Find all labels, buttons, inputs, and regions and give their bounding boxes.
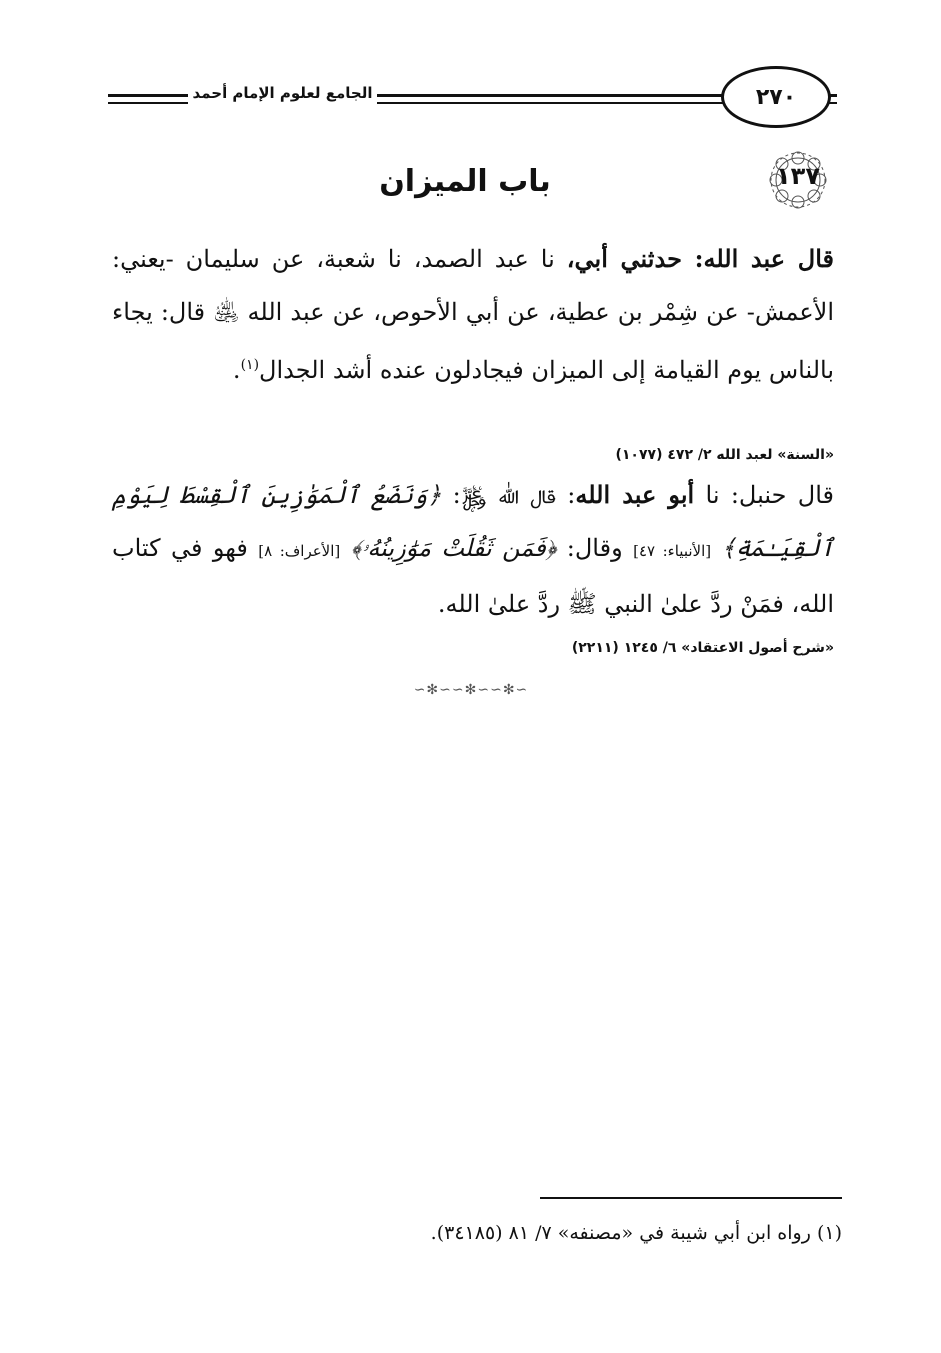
quran-verse-1: ﴿وَنَضَعُ ٱلْمَوَٰزِينَ ٱلْقِسْطَ لِيَوْمِ ٱلْقِيَـٰمَةِ﴾ <box>112 481 835 562</box>
narration-1 <box>112 232 834 397</box>
narration-2-text: : قال الله ﷿: <box>441 481 576 509</box>
narration-2 <box>112 468 834 631</box>
footnote-separator <box>540 1197 842 1199</box>
page-number-badge <box>721 66 831 128</box>
verse-reference-1: [الأنبياء: ٤٧] <box>633 542 712 560</box>
header-rule-left-bottom <box>108 102 188 104</box>
section-end-ornament: ∽✻∽∽✻∽∽✻∽ <box>413 682 529 698</box>
verse-reference-2: [الأعراف: ٨] <box>258 542 341 560</box>
chapter-number: ١٣٧ <box>776 162 820 190</box>
narration-1-text: نا عبد الصمد، نا شعبة، عن سليمان -يعني: الأعمش- عن شِمْر بن عطية، عن أبي الأحوص، عن عبد الله ﵁ قال: يجاء بالناس يوم القيامة إلى الميزان فيجادلون عنده أشد الجدال <box>112 245 834 384</box>
chapter-title: باب الميزان <box>379 164 551 199</box>
footnote <box>330 1222 842 1244</box>
footnote-marker: (١) <box>816 1222 842 1244</box>
narration-1-lead: قال عبد الله: حدثني أبي، <box>566 244 834 273</box>
running-header-title: الجامع لعلوم الإمام أحمد <box>192 84 373 102</box>
header-rule-right-top <box>829 94 837 97</box>
header-rule-middle-bottom <box>377 102 723 104</box>
quran-verse-2: ﴿فَمَن ثَقُلَتْ مَوَٰزِينُهُۥ﴾ <box>350 534 557 562</box>
page-number: ٢٧٠ <box>755 84 797 110</box>
footnote-text: رواه ابن أبي شيبة في «مصنفه» ٧/ ٨١ (٣٤١٨٥). <box>430 1222 811 1244</box>
header-rule-left-top <box>108 94 188 97</box>
narration-2-tail: فهو في كتاب الله، فمَنْ ردَّ علىٰ النبي ﷺ ردَّ علىٰ الله. <box>112 534 834 618</box>
footnote-reference[interactable]: (١) <box>240 357 260 373</box>
source-citation-2: «شرح أصول الاعتقاد» ٦/ ١٢٤٥ (٢٢١١) <box>571 640 834 656</box>
header-rule-right-bottom <box>829 102 837 104</box>
narration-2-lead: أبو عبد الله <box>575 480 695 509</box>
narration-2-lead-plain: قال حنبل: نا <box>694 481 834 509</box>
narration-2-mid: وقال: <box>556 534 634 562</box>
narration-1-end: . <box>232 356 241 384</box>
header-rule-middle-top <box>377 94 723 97</box>
source-citation-1: «السنة» لعبد الله ٢/ ٤٧٢ (١٠٧٧) <box>615 447 834 463</box>
